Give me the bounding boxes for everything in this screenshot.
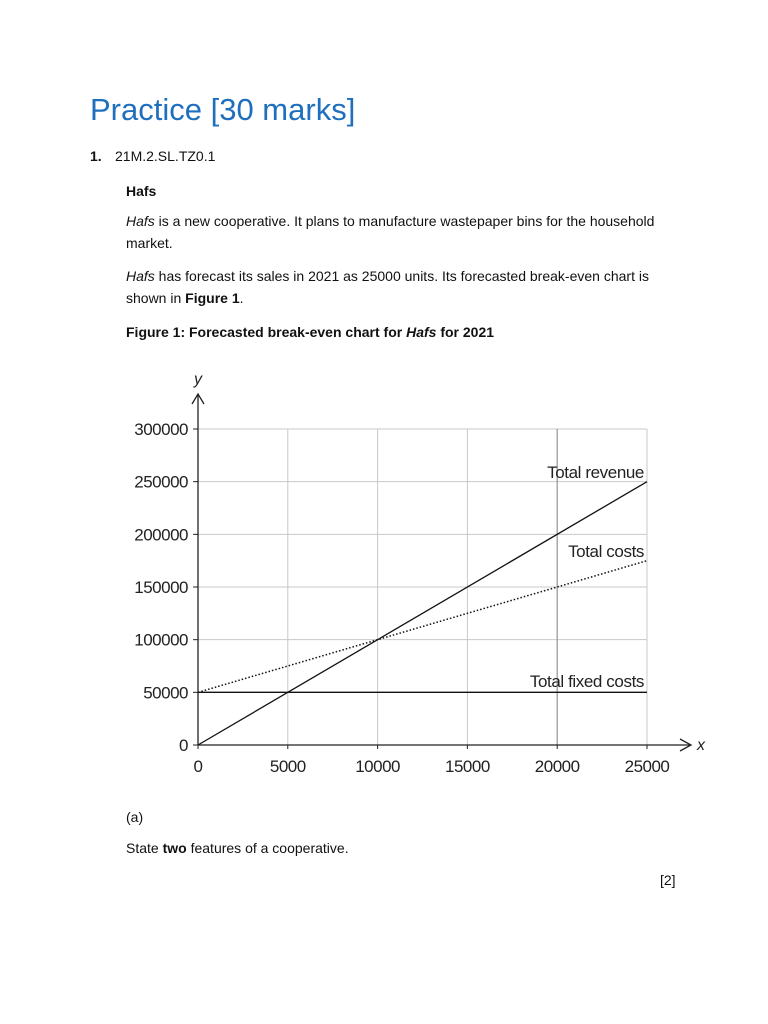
figure-caption	[126, 322, 686, 344]
instruction-emphasis: two	[162, 840, 187, 856]
intro-text: is a new cooperative. It plans to manufacture wastepaper bins for the household market.	[126, 213, 655, 251]
y-tick-label: 150000	[134, 578, 188, 597]
y-tick-label: 250000	[134, 472, 188, 492]
question-code: 21M.2.SL.TZ0.1	[115, 148, 216, 164]
figure-caption-end: for 2021	[436, 324, 495, 340]
forecast-text: has forecast its sales in 2021 as 25000 units. Its forecasted break-even chart is shown in	[126, 268, 649, 306]
total-revenue-label: Total revenue	[547, 463, 644, 482]
total-costs-label: Total costs	[568, 542, 644, 561]
part-label: (a)	[126, 809, 144, 825]
company-name: Hafs	[406, 324, 437, 340]
x-tick-label: 20000	[534, 757, 580, 776]
page-title: Practice [30 marks]	[90, 92, 356, 127]
figure-caption-start: Figure 1: Forecasted break-even chart for	[126, 324, 407, 340]
marks-allocation: [2]	[660, 872, 676, 888]
y-tick-label: 0	[179, 736, 188, 755]
instruction-end: features of a cooperative.	[186, 840, 349, 856]
instruction-start: State	[126, 840, 163, 856]
company-name: Hafs	[126, 213, 155, 229]
x-tick-label: 5000	[269, 757, 306, 776]
x-tick-label: 15000	[445, 757, 490, 776]
y-axis-label: y	[194, 371, 202, 388]
y-tick-label: 100000	[134, 630, 188, 650]
question-instruction	[126, 838, 686, 860]
total-fixed-costs-label: Total fixed costs	[529, 672, 644, 691]
y-tick-label: 50000	[143, 683, 188, 703]
company-name: Hafs	[126, 268, 155, 284]
figure-reference: Figure 1	[185, 289, 240, 306]
x-tick-label: 0	[193, 757, 203, 776]
x-tick-label: 10000	[355, 757, 400, 776]
break-even-chart	[0, 360, 768, 790]
y-tick-label: 200000	[134, 525, 188, 545]
forecast-paragraph	[126, 266, 686, 309]
total-revenue-line	[198, 482, 647, 745]
question-number: 1.	[90, 148, 102, 164]
case-heading: Hafs	[126, 183, 157, 199]
intro-paragraph	[126, 211, 686, 254]
x-axis-label: x	[697, 737, 705, 754]
y-tick-label: 300000	[134, 420, 188, 439]
x-tick-label: 25000	[624, 757, 670, 776]
forecast-text-end: .	[239, 289, 244, 306]
